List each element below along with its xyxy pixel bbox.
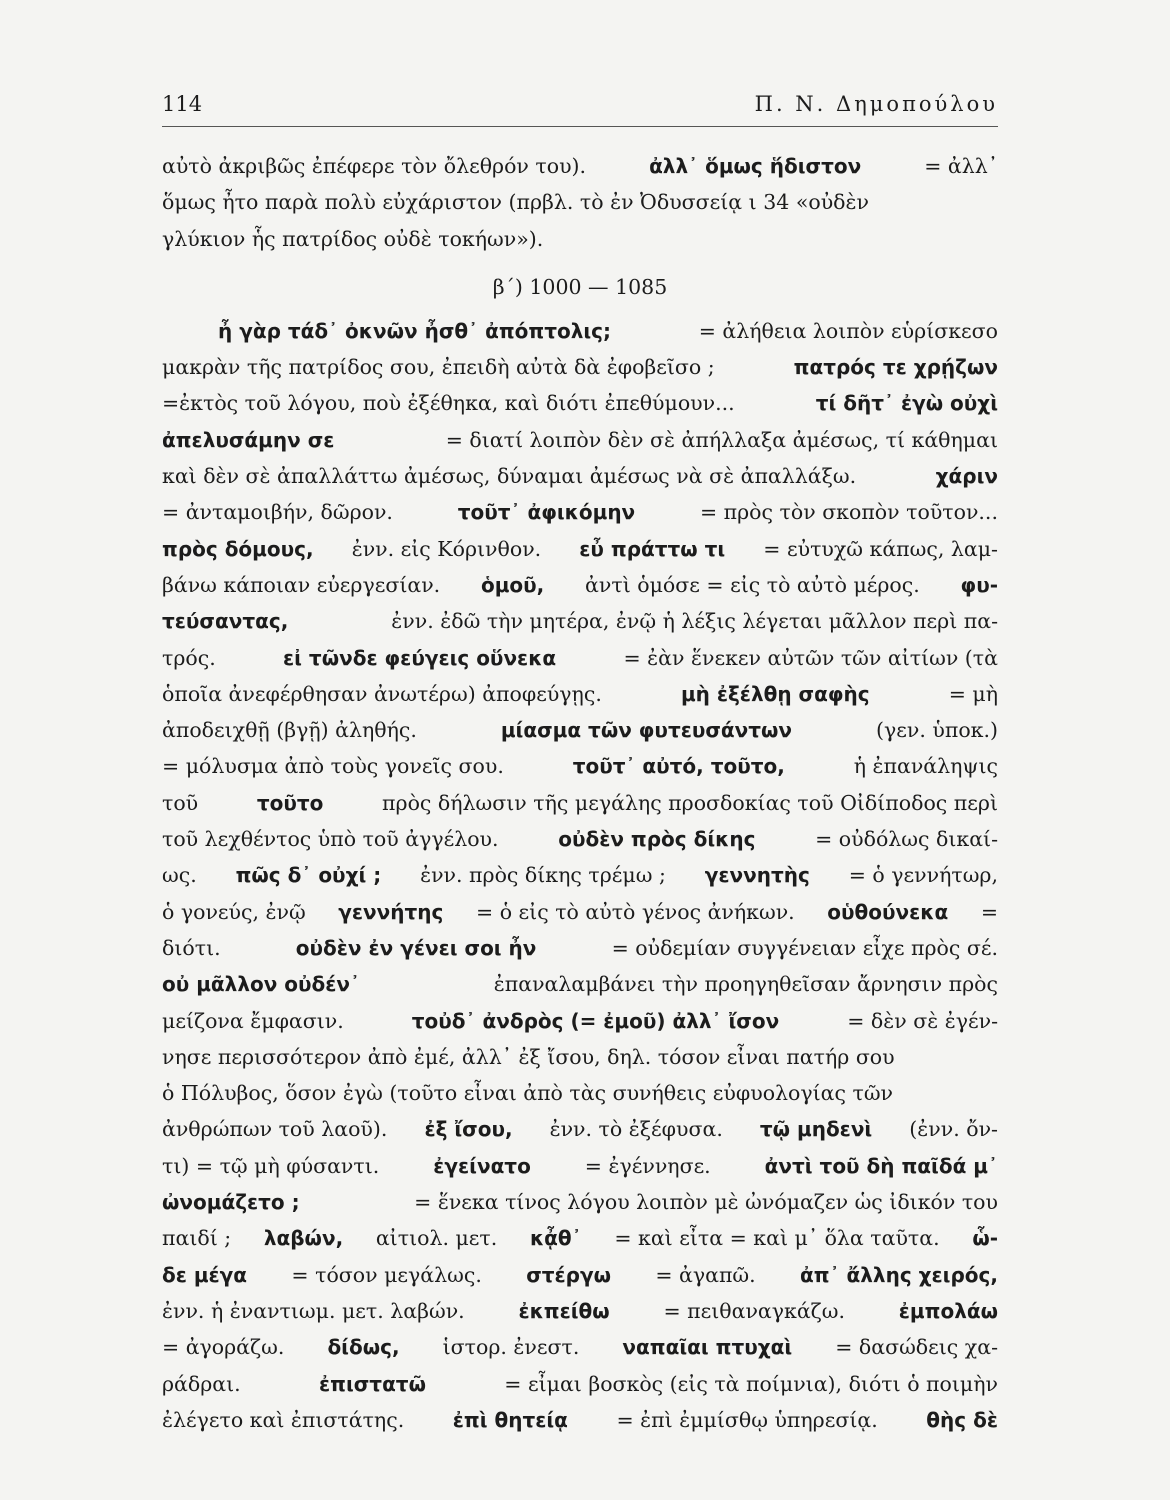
gloss-text: ράδραι.	[162, 1371, 241, 1396]
lemma-term: ἐπὶ θητείᾳ	[452, 1407, 568, 1432]
gloss-text: (ἐνν. ὄν-	[909, 1117, 998, 1142]
text-line	[162, 184, 998, 220]
lemma-term: φυ-	[960, 572, 998, 597]
text-line	[162, 221, 998, 257]
gloss-text: = ἀγοράζω.	[162, 1335, 285, 1360]
text-line	[162, 567, 998, 603]
gloss-text: μακρὰν τῆς πατρίδος σου, ἐπειδὴ αὐτὰ δὰ ἐφοβεῖσο ;	[162, 355, 715, 380]
text-line	[162, 148, 998, 184]
gloss-text: = πρὸς τὸν σκοπὸν τοῦτον...	[699, 500, 998, 525]
gloss-text: ως.	[162, 863, 197, 888]
lemma-term: μίασμα τῶν φυτευσάντων	[500, 718, 793, 743]
lemma-term: ναπαῖαι πτυχαὶ	[622, 1335, 793, 1360]
lemma-term: οὑθούνεκα	[827, 899, 949, 924]
lemma-term: ἦ γὰρ τάδ᾽ ὀκνῶν ἦσθ᾽ ἀπόπτολις;	[218, 318, 612, 343]
text-line	[162, 1257, 998, 1293]
lemma-term: ἐμπολάω	[898, 1298, 998, 1323]
gloss-text: ἐνν. πρὸς δίκης τρέμω ;	[420, 863, 666, 888]
lemma-term: ἐκπείθω	[518, 1298, 610, 1323]
text-line	[162, 349, 998, 385]
lemma-term: ἐπιστατῶ	[318, 1371, 426, 1396]
text-line	[162, 1366, 998, 1402]
gloss-text: = πειθαναγκάζω.	[663, 1298, 846, 1323]
gloss-text: =ἐκτὸς τοῦ λόγου, ποὺ ἐξέθηκα, καὶ διότι ἐπεθύμουν...	[162, 391, 735, 416]
lemma-term: τοὐδ᾽ ἀνδρὸς (= ἐμοῦ) ἀλλ᾽ ἴσον	[411, 1008, 780, 1033]
gloss-text: ἀνθρώπων τοῦ λαοῦ).	[162, 1117, 388, 1142]
lemma-term: τεύσαντας,	[162, 609, 289, 634]
text-line	[162, 422, 998, 458]
gloss-text: διότι.	[162, 935, 221, 960]
lemma-term: ἐγείνατο	[433, 1153, 531, 1178]
gloss-text: τοῦ	[162, 790, 199, 815]
text-line	[162, 1075, 998, 1111]
lemma-term: ἀλλ᾽ ὅμως ἥδιστον	[649, 154, 862, 178]
gloss-text: = ἀλήθεια λοιπὸν εὑρίσκεσο	[698, 318, 998, 343]
text-line	[162, 603, 998, 639]
lemma-term: κᾆθ᾽	[529, 1226, 582, 1251]
text-line	[162, 313, 998, 349]
gloss-text: = ἀνταμοιβήν, δῶρον.	[162, 500, 393, 525]
gloss-text: (γεν. ὑποκ.)	[876, 718, 998, 743]
gloss-text: = ἐγέννησε.	[584, 1153, 711, 1178]
gloss-text: ὅμως ἦτο παρὰ πολὺ εὐχάριστον (πρβλ. τὸ ἐν Ὀδυσσείᾳ ι 34 «οὐδὲν	[162, 190, 869, 215]
text-line	[162, 748, 998, 784]
gloss-text: = μὴ	[948, 681, 998, 706]
lemma-term: ἀπ᾽ ἄλλης χειρός,	[800, 1262, 998, 1287]
lemma-term: τοῦτ᾽ ἀφικόμην	[457, 500, 636, 525]
lemma-term: οὐδὲν πρὸς δίκης	[558, 827, 756, 852]
lemma-term: γεννητὴς	[704, 863, 810, 888]
lemma-term: ὧ-	[972, 1226, 998, 1251]
lemma-term: εἰ τῶνδε φεύγεις οὕνεκα	[283, 645, 557, 670]
gloss-text: ὁ Πόλυβος, ὅσον ἐγὼ (τοῦτο εἶναι ἀπὸ τὰς συνήθεις εὐφυολογίας τῶν	[162, 1081, 894, 1106]
text-line	[162, 385, 998, 421]
lemma-term: γεννήτης	[338, 899, 444, 924]
text-line	[162, 676, 998, 712]
text-line	[162, 966, 998, 1002]
gloss-text: ἡ ἐπανάληψις	[853, 754, 998, 779]
gloss-text: μείζονα ἔμφασιν.	[162, 1008, 344, 1033]
gloss-text: =	[980, 899, 998, 924]
gloss-text: ἐνν. εἰς Κόρινθον.	[351, 536, 542, 561]
gloss-text: = εὐτυχῶ κάπως, λαμ-	[763, 536, 998, 561]
gloss-text: βάνω κάποιαν εὐεργεσίαν.	[162, 572, 441, 597]
lemma-term: χάριν	[935, 464, 998, 489]
lemma-term: πῶς δ᾽ οὐχί ;	[235, 863, 382, 888]
text-line	[162, 785, 998, 821]
lemma-term: θὴς δὲ	[926, 1407, 998, 1432]
gloss-text: ἐνν. ἡ ἐναντιωμ. μετ. λαβών.	[162, 1298, 465, 1323]
text-line	[162, 712, 998, 748]
gloss-text: = δὲν σὲ ἐγέν-	[847, 1008, 998, 1033]
text-line	[162, 640, 998, 676]
gloss-text: ἀντὶ ὁμόσε = εἰς τὸ αὐτὸ μέρος.	[585, 572, 920, 597]
gloss-text: ὁ γονεύς, ἐνῷ	[162, 899, 306, 924]
lemma-term: τί δῆτ᾽ ἐγὼ οὐχὶ	[815, 391, 998, 416]
gloss-text: = εἶμαι βοσκὸς (εἰς τὰ ποίμνια), διότι ὁ ποιμὴν	[504, 1371, 998, 1396]
gloss-text: = οὐδεμίαν συγγένειαν εἶχε πρὸς σέ.	[611, 935, 998, 960]
lemma-term: πατρός τε χρῄζων	[793, 355, 998, 380]
gloss-text: καὶ δὲν σὲ ἀπαλλάττω ἀμέσως, δύναμαι ἀμέσως νὰ σὲ ἀπαλλάξω.	[162, 464, 857, 489]
gloss-text: ὁποῖα ἀνεφέρθησαν ἀνωτέρω) ἀποφεύγῃς.	[162, 681, 602, 706]
gloss-text: τι) = τῷ μὴ φύσαντι.	[162, 1153, 380, 1178]
gloss-text: ἐνν. ἐδῶ τὴν μητέρα, ἐνῷ ἡ λέξις λέγεται μᾶλλον περὶ πα-	[391, 609, 998, 634]
gloss-text: νησε περισσότερον ἀπὸ ἐμέ, ἀλλ᾽ ἐξ ἴσου, δηλ. τόσον εἶναι πατήρ σου	[162, 1044, 895, 1069]
gloss-text: = μόλυσμα ἀπὸ τοὺς γονεῖς σου.	[162, 754, 504, 779]
text-line	[162, 1293, 998, 1329]
gloss-text: τοῦ λεχθέντος ὑπὸ τοῦ ἀγγέλου.	[162, 827, 499, 852]
gloss-text: αἰτιολ. μετ.	[375, 1226, 498, 1251]
lemma-term: πρὸς δόμους,	[162, 536, 314, 561]
gloss-text: = δασώδεις χα-	[835, 1335, 998, 1360]
text-line	[162, 1220, 998, 1256]
lemma-term: ὁμοῦ,	[480, 572, 545, 597]
text-line	[162, 821, 998, 857]
gloss-text: = καὶ εἶτα = καὶ μ᾽ ὅλα ταῦτα.	[614, 1226, 940, 1251]
text-line	[162, 1039, 998, 1075]
lemma-term: οὐ μᾶλλον οὐδέν᾽	[162, 972, 361, 997]
gloss-text: = ὁ εἰς τὸ αὐτὸ γένος ἀνήκων.	[476, 899, 795, 924]
gloss-text: = ὁ γεννήτωρ,	[848, 863, 998, 888]
page-number: 114	[162, 92, 203, 116]
gloss-text: = ἐὰν ἕνεκεν αὐτῶν τῶν αἰτίων (τὰ	[623, 645, 998, 670]
text-line	[162, 1111, 998, 1147]
lemma-term: τοῦτο	[256, 790, 324, 815]
gloss-text: γλύκιον ἧς πατρίδος οὐδὲ τοκήων»).	[162, 226, 544, 251]
gloss-text: = διατί λοιπὸν δὲν σὲ ἀπήλλαξα ἀμέσως, τί κάθημαι	[445, 427, 998, 452]
gloss-text: παιδί ;	[162, 1226, 232, 1251]
text-line	[162, 1402, 998, 1438]
text-line	[162, 930, 998, 966]
page-header	[162, 92, 998, 127]
lemma-term: τοῦτ᾽ αὐτό, τοῦτο,	[572, 754, 785, 779]
gloss-text: αὐτὸ ἀκριβῶς ἐπέφερε τὸν ὄλεθρόν του).	[162, 154, 587, 178]
gloss-text: πρὸς δήλωσιν τῆς μεγάλης προσδοκίας τοῦ Οἰδίποδος περὶ	[382, 790, 998, 815]
lemma-term: στέργω	[526, 1262, 611, 1287]
text-line	[162, 531, 998, 567]
gloss-text: ἐπαναλαμβάνει τὴν προηγηθεῖσαν ἄρνησιν πρὸς	[493, 972, 998, 997]
gloss-text: ἀποδειχθῇ (βγῇ) ἀληθής.	[162, 718, 417, 743]
body-text	[162, 148, 998, 1438]
lemma-term: ἐξ ἴσου,	[424, 1117, 513, 1142]
gloss-text: ἱστορ. ἐνεστ.	[442, 1335, 580, 1360]
lemma-term: εὖ πράττω τι	[579, 536, 726, 561]
section-heading: β΄) 1000 — 1085	[492, 274, 668, 299]
running-title: Π. Ν. Δημοπούλου	[754, 92, 998, 116]
gloss-text: τρός.	[162, 645, 216, 670]
lemma-term: ὠνομάζετο ;	[162, 1190, 300, 1215]
gloss-text: = ἐπὶ ἐμμίσθῳ ὑπηρεσίᾳ.	[616, 1407, 878, 1432]
text-line	[162, 1148, 998, 1184]
lemma-term: μὴ ἐξέλθῃ σαφὴς	[680, 681, 870, 706]
text-line	[162, 494, 998, 530]
text-line	[162, 458, 998, 494]
gloss-text: = ἀγαπῶ.	[655, 1262, 756, 1287]
gloss-text: = ἀλλ᾽	[924, 154, 998, 178]
gloss-text: ἐλέγετο καὶ ἐπιστάτης.	[162, 1407, 405, 1432]
gloss-text: = οὐδόλως δικαί-	[815, 827, 998, 852]
lemma-term: ἀπελυσάμην σε	[162, 427, 335, 452]
lemma-term: ἀντὶ τοῦ δὴ παῖδά μ᾽	[764, 1153, 998, 1178]
text-line	[162, 1329, 998, 1365]
gloss-text: = τόσον μεγάλως.	[291, 1262, 482, 1287]
lemma-term: οὐδὲν ἐν γένει σοι ἦν	[295, 935, 537, 960]
text-line	[162, 1003, 998, 1039]
lemma-term: δε μέγα	[162, 1262, 248, 1287]
text-line	[162, 1184, 998, 1220]
lemma-term: τῷ μηδενὶ	[759, 1117, 873, 1142]
gloss-text: ἐνν. τὸ ἐξέφυσα.	[549, 1117, 723, 1142]
text-line	[162, 857, 998, 893]
lemma-term: λαβών,	[263, 1226, 344, 1251]
text-line	[162, 894, 998, 930]
lemma-term: δίδως,	[327, 1335, 400, 1360]
gloss-text: = ἕνεκα τίνος λόγου λοιπὸν μὲ ὠνόμαζεν ὡς ἰδικόν του	[414, 1190, 998, 1215]
